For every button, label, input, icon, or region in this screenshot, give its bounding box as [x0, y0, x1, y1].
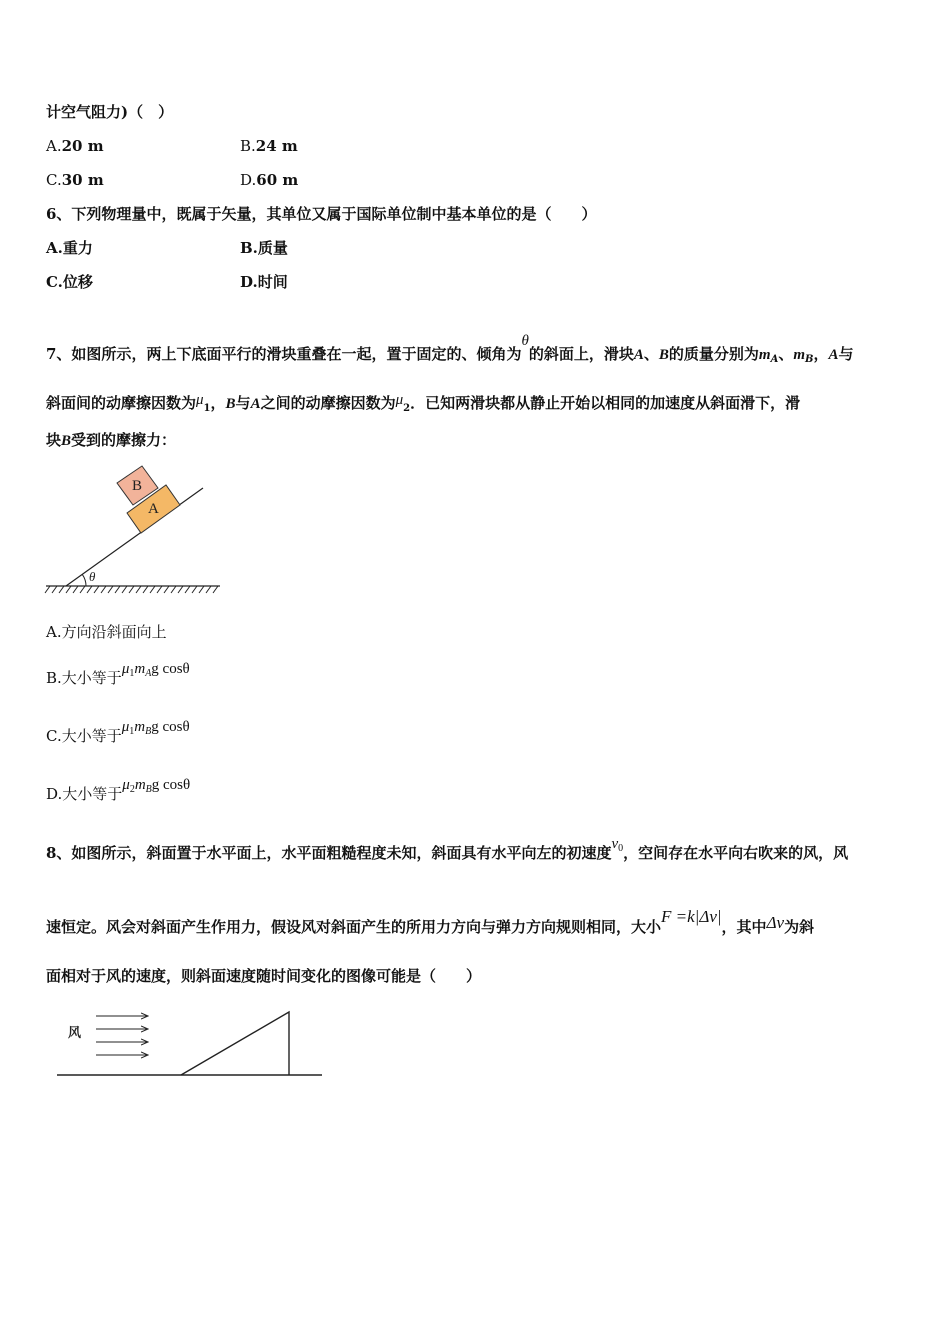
wedge: [181, 1012, 289, 1075]
formula-d: $\mu_2m_Bg$ cosθ: [122, 777, 191, 795]
angle-arc: [82, 574, 86, 586]
wind-arrows: [96, 1016, 148, 1055]
formula-b: $\mu_1m_Ag$ cosθ: [121, 661, 190, 679]
wind-label: 风: [68, 1025, 82, 1040]
q7-option-d: D.大小等于$\mu_2m_Bg$ cosθ: [46, 777, 191, 803]
theta-symbol: θ: [521, 333, 529, 349]
angle-label: θ: [89, 569, 96, 584]
q6-option-b: B.质量: [240, 239, 288, 257]
q7-option-b: B.大小等于$\mu_1m_Ag$ cosθ: [46, 661, 190, 687]
q7-option-a: A.方向沿斜面向上: [46, 623, 167, 641]
block-b-label: B: [132, 478, 143, 494]
q7-incline-figure: [40, 460, 230, 600]
q5-option-c: C.30 m: [46, 171, 104, 189]
mu-symbol: μ: [395, 392, 404, 408]
q5-stem-tail: 计空气阻力)（ ）: [46, 103, 174, 121]
delta-v-symbol: Δv: [766, 913, 785, 932]
q6-option-d: D.时间: [240, 273, 288, 291]
q7-option-c: C.大小等于$\mu_1m_Bg$ cosθ: [46, 719, 190, 745]
v0-symbol: $v_0$: [611, 836, 624, 854]
q6-option-c: C.位移: [46, 273, 93, 291]
q8-stem-line2: 速恒定。风会对斜面产生作用力，假设风对斜面产生的所用力方向与弹力方向规则相同，大小F =k|Δv|，其中Δv为斜: [46, 907, 815, 936]
ground-hatching: [45, 586, 218, 593]
q7-stem-line2: 斜面间的动摩擦因数为$\mu_1$，B与A之间的动摩擦因数为$\mu_2$．已知两滑块都从静止开始以相同的加速度从斜面滑下，滑: [46, 392, 801, 414]
q8-wind-wedge-figure: [50, 1005, 330, 1085]
mu-symbol: μ: [196, 392, 204, 408]
q6-option-a: A.重力: [46, 239, 93, 257]
q5-option-d: D.60 m: [240, 171, 299, 189]
q5-option-a: A.20 m: [46, 137, 104, 155]
q6-stem: 6、下列物理量中，既属于矢量，其单位又属于国际单位制中基本单位的是（ ）: [46, 205, 597, 223]
q8-stem-line1: 8、如图所示，斜面置于水平面上，水平面粗糙程度未知，斜面具有水平向左的初速度$v_0$，空间存在水平向右吹来的风，风: [46, 836, 849, 862]
block-a-label: A: [148, 501, 159, 517]
q8-stem-line3: 面相对于风的速度，则斜面速度随时间变化的图像可能是（ ）: [46, 967, 482, 985]
q7-stem-line3: 块B受到的摩擦力：: [46, 431, 177, 449]
formula-c: $\mu_1m_Bg$ cosθ: [121, 719, 190, 737]
force-formula: F =k|Δv|: [661, 907, 722, 926]
q5-option-b: B.24 m: [240, 137, 298, 155]
q7-stem-line1: 7、如图所示，两上下底面平行的滑块重叠在一起，置于固定的、倾角为θ的斜面上，滑块A、B的质量分别为$m_A$、$m_B$，A与: [46, 333, 854, 365]
